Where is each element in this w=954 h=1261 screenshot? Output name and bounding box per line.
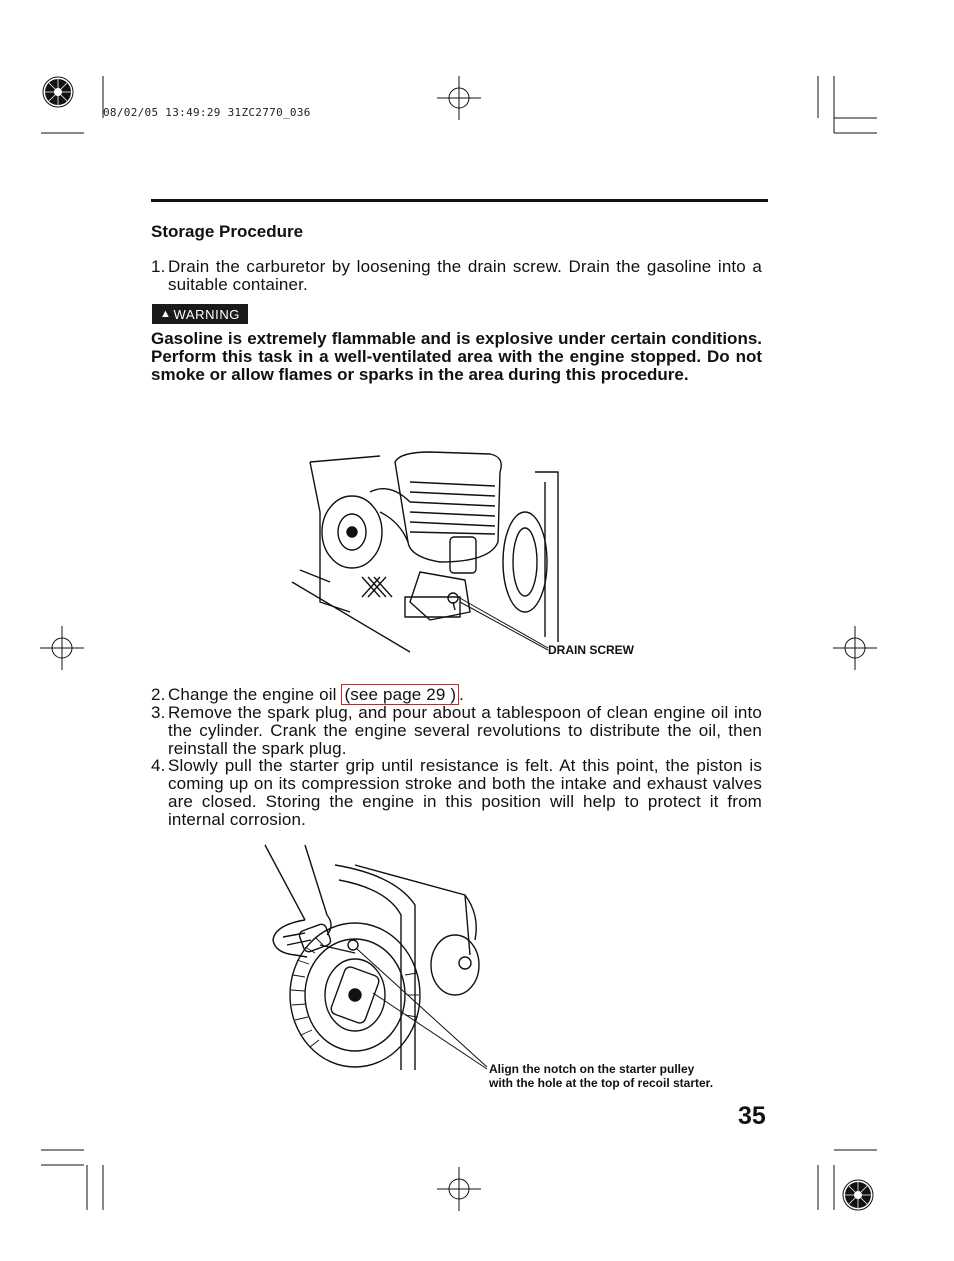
print-timestamp: 08/02/05 13:49:29 31ZC2770_036 — [103, 106, 311, 119]
step-text: Remove the spark plug, and pour about a tablespoon of clean engine oil into the cylinder. Crank the engine several revolutions to distribute the oil, then reinstall the spark plug. — [168, 703, 762, 758]
section-heading: Storage Procedure — [151, 222, 304, 241]
step-text: Drain the carburetor by loosening the drain screw. Drain the gasoline into a suitable container. — [168, 257, 762, 294]
figure2-caption-line1: Align the notch on the starter pulley — [489, 1062, 695, 1076]
section-rule — [151, 199, 768, 202]
step-text: Change the engine oil — [168, 685, 342, 704]
step-text: Slowly pull the starter grip until resistance is felt. At this point, the piston is coming up on its compression stroke and both the intake and exhaust valves are closed. Storing the engine in this position will help to protect it from internal corrosion. — [168, 756, 762, 829]
page-number: 35 — [738, 1102, 766, 1130]
warning-triangle-icon: ▲ — [159, 308, 172, 320]
step-4 — [151, 757, 762, 829]
step-1 — [151, 258, 762, 294]
warning-text: Gasoline is extremely flammable and is explosive under certain conditions. Perform this task in a well-ventilated area with the engine stopped. Do not smoke or allow flames or sparks in the area during this procedure. — [151, 329, 762, 384]
drain-screw-illustration — [290, 452, 560, 652]
warning-badge-label: WARNING — [173, 306, 241, 322]
step-3 — [151, 704, 762, 758]
step-number: 1. — [151, 257, 166, 276]
step-number: 2. — [151, 685, 166, 704]
figure1-caption: DRAIN SCREW — [548, 643, 634, 657]
figure2-caption-line2: with the hole at the top of recoil starter. — [489, 1076, 714, 1090]
step-number: 4. — [151, 756, 166, 775]
figure2-caption — [489, 1062, 713, 1090]
see-page-link[interactable]: (see page 29 ) — [341, 684, 459, 705]
recoil-starter-illustration — [265, 845, 495, 1075]
step-2: 2. Change the engine oil (see page 29 ) . — [151, 685, 465, 704]
step-number: 3. — [151, 703, 166, 722]
warning-badge — [152, 304, 248, 324]
